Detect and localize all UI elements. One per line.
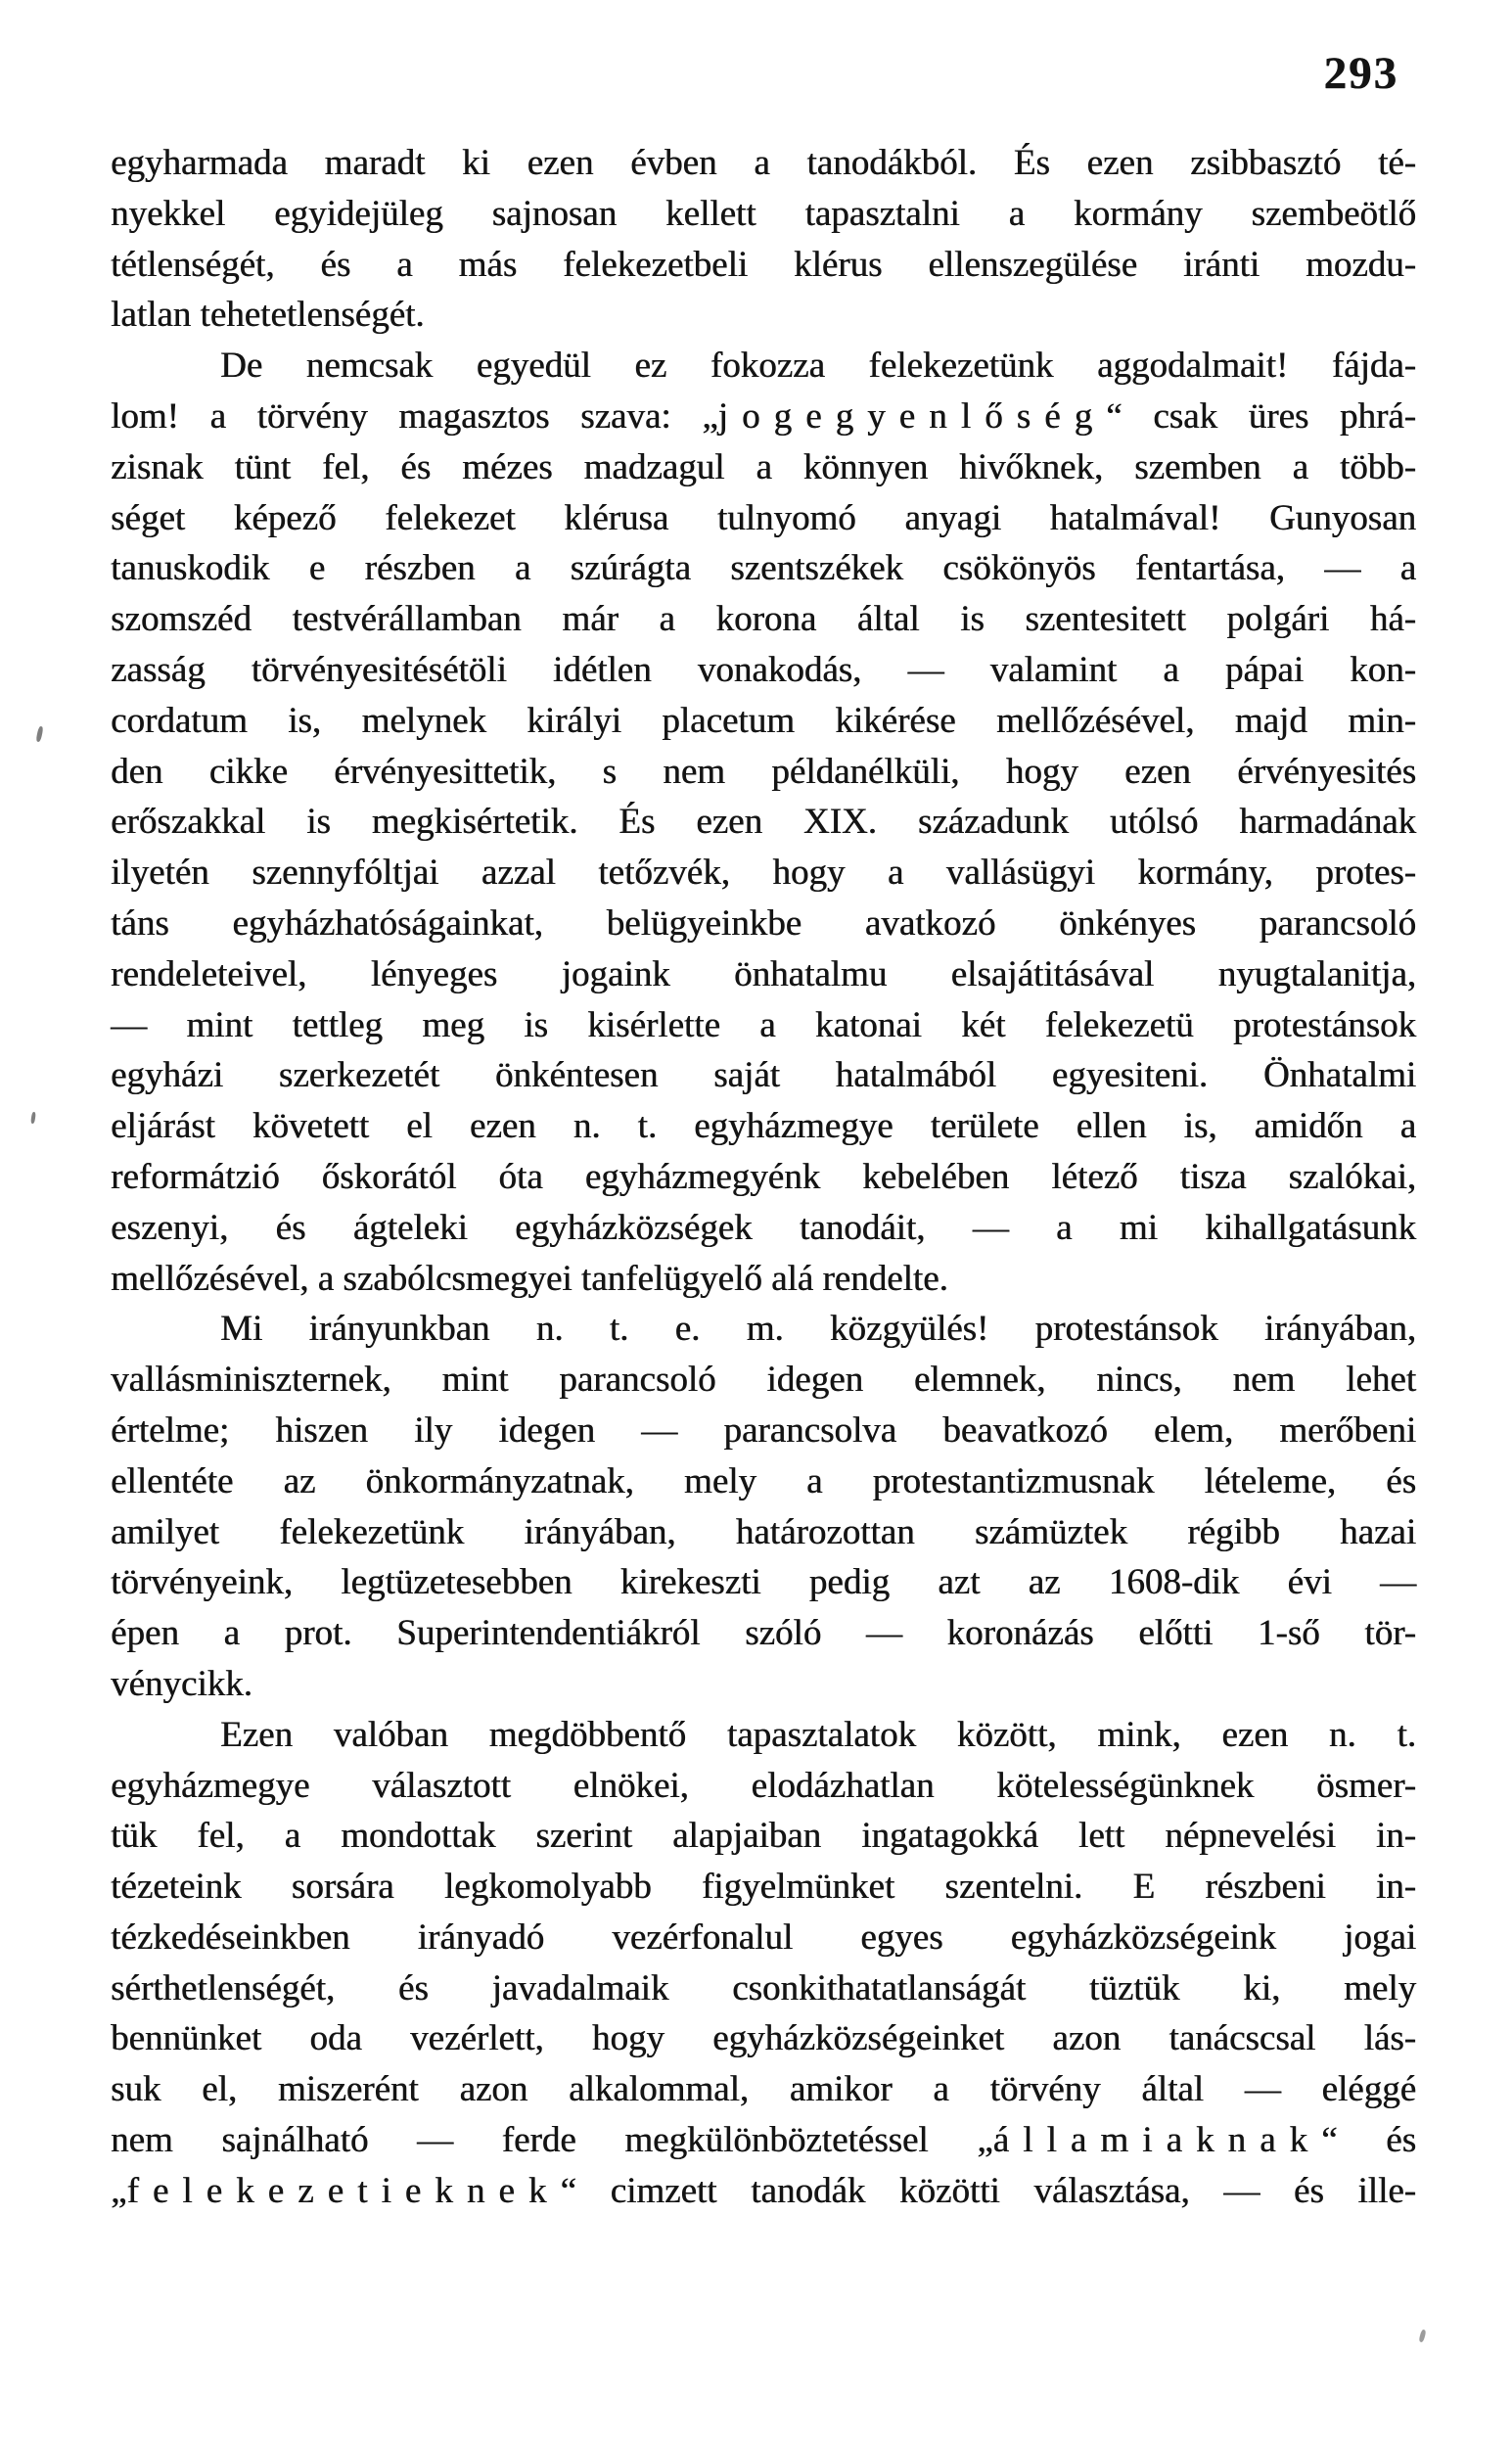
text-segment: eljárást követett el ezen n. t. egyházmegye területe ellen is, amidőn a (111, 1106, 1416, 1147)
text-line (111, 1913, 1416, 1963)
text-segment: sérthetlenségét, és javadalmaik csonkithatatlanságát tüztük ki, mely (111, 1967, 1416, 2008)
text-line (111, 1000, 1416, 1051)
text-line (111, 797, 1416, 848)
text-segment: zasság törvényesitésétöli idétlen vonakodás, — valamint a pápai kon- (111, 649, 1416, 690)
text-line (111, 2115, 1416, 2166)
text-line (111, 392, 1416, 442)
letterspaced-emphasis: felekezetieknek (126, 2170, 561, 2211)
text-segment: mellőzésével, a szabólcsmegyei tanfelügyelő alá rendelte. (111, 1258, 948, 1299)
text-segment: tük fel, a mondottak szerint alapjaiban ingatagokká lett népnevelési in- (111, 1816, 1416, 1857)
text-line (111, 2064, 1416, 2115)
text-segment: vallásminiszternek, mint parancsoló idegen elemnek, nincs, nem lehet (111, 1360, 1416, 1401)
text-line (111, 1456, 1416, 1507)
text-line (111, 1355, 1416, 1406)
text-line (111, 747, 1416, 798)
text-segment: egyházi szerkezetét önkéntesen saját hatalmából egyesiteni. Önhatalmi (111, 1055, 1416, 1096)
text-line (111, 1152, 1416, 1203)
letterspaced-emphasis: államiaknak (992, 2120, 1322, 2161)
text-line (111, 1304, 1416, 1355)
text-line (111, 1963, 1416, 2014)
text-line (111, 1254, 1416, 1305)
text-line (111, 2013, 1416, 2064)
text-line (111, 493, 1416, 544)
text-line (111, 1761, 1416, 1812)
text-segment: tétlenségét, és a más felekezetbeli klérus ellenszegülése iránti mozdu- (111, 244, 1416, 285)
text-segment: ilyetén szennyfóltjai azzal tetőzvék, hogy a vallásügyi kormány, protes- (111, 853, 1416, 894)
text-line (111, 1659, 1416, 1710)
letterspaced-emphasis: jogegyenlőség (717, 395, 1107, 437)
text-segment: zisnak tünt fel, és mézes madzagul a könnyen hivőknek, szemben a több- (111, 446, 1416, 487)
text-line (111, 645, 1416, 696)
text-line (111, 1608, 1416, 1659)
text-segment: bennünket oda vezérlett, hogy egyházközségeinket azon tanácscsal lás- (111, 2018, 1416, 2059)
text-segment: tézkedéseinkben irányadó vezérfonalul egyes egyházközségeink jogai (111, 1916, 1416, 1958)
text-segment: törvényeink, legtüzetesebben kirekeszti pedig azt az 1608-dik évi — (111, 1562, 1416, 1603)
text-segment: den cikke érvényesittetik, s nem példanélküli, hogy ezen érvényesités (111, 751, 1416, 792)
scan-artifact (1418, 2330, 1426, 2343)
text-line (111, 848, 1416, 899)
text-segment: értelme; hiszen ily idegen — parancsolva beavatkozó elem, merőbeni (111, 1409, 1416, 1451)
text-line (111, 138, 1416, 189)
text-line (111, 1710, 1416, 1761)
text-segment: eszenyi, és ágteleki egyházközségek tanodáit, — a mi kihallgatásunk (111, 1207, 1416, 1248)
text-segment: nyekkel egyidejüleg sajnosan kellett tapasztalni a kormány szembeötlő (111, 193, 1416, 234)
text-segment: tanuskodik e részben a szúrágta szentszékek csökönyös fentartása, — a (111, 548, 1416, 589)
text-segment: Ezen valóban megdöbbentő tapasztalatok között, mink, ezen n. t. (220, 1714, 1416, 1755)
text-line (111, 1406, 1416, 1456)
text-line (111, 1811, 1416, 1862)
scan-artifact (35, 726, 43, 743)
text-segment: erőszakkal is megkisértetik. És ezen XIX. századunk utólsó harmadának (111, 802, 1416, 843)
text-line (111, 1203, 1416, 1254)
text-line (111, 341, 1416, 392)
text-line (111, 1557, 1416, 1608)
text-segment: egyházmegye választott elnökei, elodázhatlan kötelességünknek ösmer- (111, 1765, 1416, 1806)
text-line (111, 1507, 1416, 1558)
text-line (111, 949, 1416, 1000)
text-segment: tézeteink sorsára legkomolyabb figyelmünket szentelni. E részbeni in- (111, 1867, 1416, 1908)
text-segment: cordatum is, melynek királyi placetum kikérése mellőzésével, majd min- (111, 700, 1416, 741)
body-text (111, 138, 1416, 2217)
text-line (111, 2166, 1416, 2217)
scan-artifact (30, 1112, 36, 1124)
text-segment: “ cimzett tanodák közötti választása, — és ille- (560, 2170, 1416, 2211)
text-line (111, 240, 1416, 291)
text-segment: amilyet felekezetünk irányában, határozottan számüztek régibb hazai (111, 1511, 1416, 1552)
text-segment: “ csak üres phrá- (1106, 395, 1416, 437)
text-line (111, 1101, 1416, 1152)
text-segment: „ (111, 2170, 127, 2211)
text-line (111, 594, 1416, 645)
text-line (111, 543, 1416, 594)
text-segment: rendeleteivel, lényeges jogaink önhatalmu elsajátitásával nyugtalanitja, (111, 953, 1416, 994)
text-segment: “ és (1321, 2120, 1416, 2161)
text-segment: szomszéd testvérállamban már a korona által is szentesitett polgári há- (111, 599, 1416, 640)
text-segment: De nemcsak egyedül ez fokozza felekezetünk aggodalmait! fájda- (220, 346, 1416, 387)
text-line (111, 696, 1416, 747)
text-segment: nem sajnálható — ferde megkülönböztetéssel „ (111, 2120, 993, 2161)
text-segment: séget képező felekezet klérusa tulnyomó anyagi hatalmával! Gunyosan (111, 497, 1416, 538)
text-segment: épen a prot. Superintendentiákról szóló — koronázás előtti 1-ső tör- (111, 1613, 1416, 1654)
text-line (111, 290, 1416, 341)
text-segment: suk el, miszerént azon alkalommal, amikor a törvény által — eléggé (111, 2069, 1416, 2110)
text-segment: egyharmada maradt ki ezen évben a tanodákból. És ezen zsibbasztó té- (111, 143, 1416, 183)
text-segment: lom! a törvény magasztos szava: „ (111, 395, 718, 437)
text-segment: reformátzió őskorától óta egyházmegyénk kebelében létező tisza szalókai, (111, 1156, 1416, 1197)
text-segment: ellentéte az önkormányzatnak, mely a protestantizmusnak lételeme, és (111, 1460, 1416, 1501)
text-line (111, 1050, 1416, 1101)
text-line (111, 189, 1416, 240)
text-segment: vénycikk. (111, 1663, 252, 1704)
text-segment: Mi irányunkban n. t. e. m. közgyülés! protestánsok irányában, (220, 1309, 1416, 1350)
text-line (111, 899, 1416, 949)
text-segment: — mint tettleg meg is kisérlette a katonai két felekezetü protestánsok (111, 1004, 1416, 1045)
text-line (111, 442, 1416, 493)
text-line (111, 1862, 1416, 1913)
page-number: 293 (1323, 48, 1398, 99)
text-segment: latlan tehetetlenségét. (111, 295, 425, 336)
text-segment: táns egyházhatóságainkat, belügyeinkbe avatkozó önkényes parancsoló (111, 902, 1416, 944)
